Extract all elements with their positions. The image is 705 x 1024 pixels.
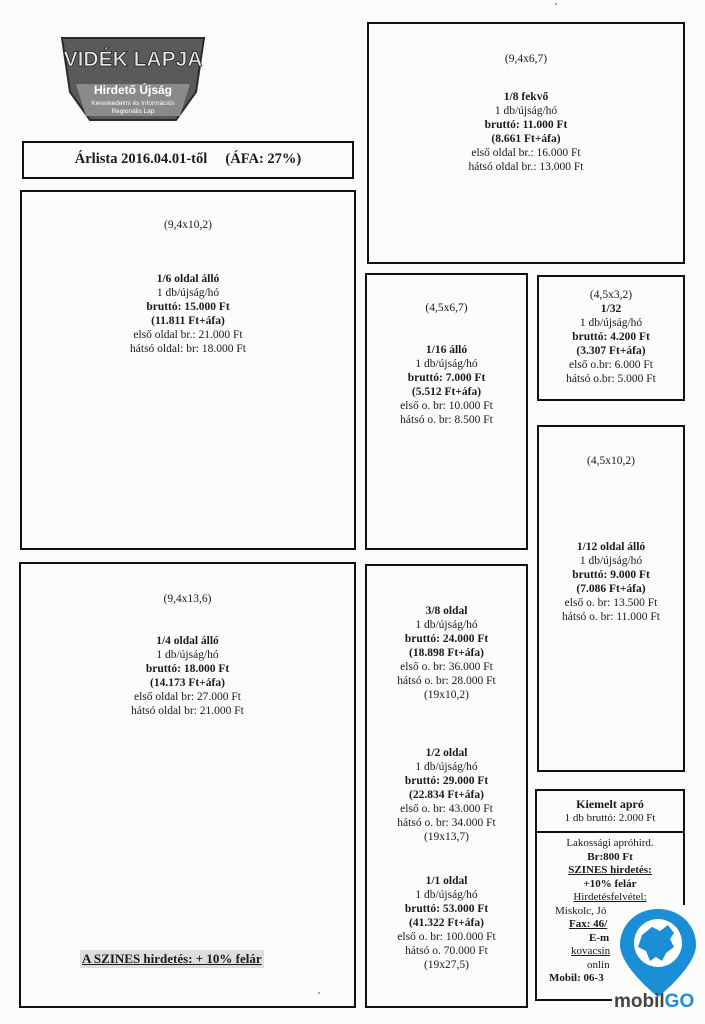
logo-line2: Regionális Lap: [111, 108, 155, 115]
classifieds-resid1: Lakossági apróhird.: [566, 837, 654, 849]
ad-back: hátsó o. br: 11.000 Ft: [562, 611, 660, 623]
classifieds-email-value: kovacsin: [571, 945, 611, 957]
ad-freq: 1 db/újság/hó: [415, 889, 478, 901]
classifieds-online: onlin: [587, 958, 610, 971]
ad-dims: (19x13,7): [423, 831, 470, 843]
ad-net: (18.898 Ft+áfa): [409, 647, 484, 659]
ad-back: hátsó oldal: br: 18.000 Ft: [130, 343, 246, 355]
ad-gross: bruttó: 24.000 Ft: [404, 633, 489, 645]
ad-back: hátsó o. br: 28.000 Ft: [397, 675, 496, 687]
ad-back: hátsó o.br: 5.000 Ft: [566, 373, 656, 385]
ad-front: első o. br: 36.000 Ft: [400, 661, 493, 673]
ad-gross: bruttó: 7.000 Ft: [407, 372, 486, 384]
ad-gross: bruttó: 18.000 Ft: [145, 663, 230, 675]
ad-gross: bruttó: 11.000 Ft: [484, 119, 568, 131]
ad-gross: bruttó: 4.200 Ft: [572, 331, 650, 343]
ad-front: első oldal br.: 21.000 Ft: [133, 329, 243, 341]
ad-dims: (4,5x6,7): [425, 302, 468, 314]
ad-dims: (19x10,2): [423, 689, 470, 701]
ad-front: első o. br: 13.500 Ft: [564, 597, 658, 609]
ad-title: 1/6 oldal álló: [156, 273, 220, 285]
ad-freq: 1 db/újság/hó: [156, 287, 220, 299]
scan-speck: [318, 992, 320, 994]
classifieds-color-val: +10% felár: [583, 877, 637, 890]
ad-dims: (9,4x13,6): [163, 593, 212, 605]
ad-freq: 1 db/újság/hó: [579, 555, 643, 567]
ad-box-thirtysecond: [537, 275, 685, 401]
logo-subtitle: Hirdető Újság: [93, 83, 173, 97]
ad-title: 1/32: [600, 303, 622, 315]
ad-back: hátsó oldal br: 21.000 Ft: [131, 705, 244, 717]
ad-gross: bruttó: 15.000 Ft: [146, 301, 230, 313]
mobilgo-watermark: mobilGO: [612, 905, 704, 1017]
ad-freq: 1 db/újság/hó: [579, 317, 643, 329]
ad-box-sixteenth: [365, 273, 528, 550]
pricelist-title: Árlista 2016.04.01-től: [74, 151, 208, 167]
classifieds-color-title: SZINES hirdetés:: [568, 864, 652, 876]
ad-title: 1/8 fekvő: [503, 91, 549, 103]
classifieds-fax: Fax: 46/: [569, 918, 608, 930]
ad-freq: 1 db/újság/hó: [494, 105, 558, 117]
ad-title: 1/16 álló: [425, 344, 468, 356]
ad-front: első o. br: 43.000 Ft: [400, 803, 493, 815]
ad-back: hátsó oldal br.: 13.000 Ft: [468, 161, 584, 173]
classifieds-title: Kiemelt apró: [576, 797, 644, 811]
classifieds-mobile: Mobil: 06-3: [549, 972, 604, 984]
pricelist-header: [22, 141, 354, 179]
ad-freq: 1 db/újság/hó: [415, 358, 478, 370]
newspaper-logo: [58, 32, 208, 124]
ad-dims: (9,4x10,2): [164, 219, 212, 231]
ad-title: 1/1 oldal: [425, 875, 468, 887]
ad-gross: bruttó: 9.000 Ft: [572, 569, 650, 581]
ad-back: hátsó o. br: 8.500 Ft: [400, 414, 493, 426]
ad-freq: 1 db/újság/hó: [156, 649, 219, 661]
pricelist-vat: (ÁFA: 27%): [225, 151, 302, 167]
ad-gross: bruttó: 53.000 Ft: [404, 903, 489, 915]
classifieds-intake: Hirdetésfelvétel:: [573, 891, 647, 903]
ad-gross: bruttó: 29.000 Ft: [404, 775, 489, 787]
ad-box-twelfth: [537, 425, 685, 772]
ad-title: 1/4 oldal álló: [156, 635, 219, 647]
ad-dims: (19x27,5): [423, 959, 470, 971]
scan-speck: [555, 3, 557, 5]
ad-group-half: [367, 746, 526, 844]
ad-dims: (9,4x6,7): [504, 53, 548, 65]
ad-box-eighth: [367, 22, 685, 264]
color-surcharge-note: A SZINES hirdetés: + 10% felár: [82, 951, 262, 966]
ad-net: (11.811 Ft+áfa): [151, 315, 225, 327]
ad-net: (5.512 Ft+áfa): [411, 386, 482, 398]
ad-net: (41.322 Ft+áfa): [409, 917, 484, 929]
ad-freq: 1 db/újság/hó: [415, 619, 478, 631]
ad-dims: (4,5x3,2): [589, 289, 633, 301]
ad-box-large-formats: [365, 564, 528, 1008]
ad-title: 1/12 oldal álló: [576, 541, 646, 553]
classifieds-city: Miskolc, Jó: [555, 904, 607, 917]
divider: [537, 831, 683, 833]
logo-line1: Kereskedelmi és Információs: [91, 100, 175, 107]
ad-back: hátsó o. 70.000 Ft: [405, 945, 488, 957]
ad-net: (8.661 Ft+áfa): [491, 133, 561, 145]
ad-title: 1/2 oldal: [425, 747, 468, 759]
ad-front: első o. br: 100.000 Ft: [397, 931, 496, 943]
ad-group-three-eighths: [367, 604, 526, 702]
ad-front: első oldal br.: 16.000 Ft: [471, 147, 581, 159]
ad-title: 3/8 oldal: [425, 605, 468, 617]
ad-net: (14.173 Ft+áfa): [150, 677, 225, 689]
logo-title: VIDÉK LAPJA: [63, 48, 203, 71]
ad-net: (22.834 Ft+áfa): [409, 789, 484, 801]
ad-group-full: [367, 874, 526, 972]
ad-box-sixth: [20, 190, 356, 550]
ad-net: (7.086 Ft+áfa): [576, 583, 646, 595]
ad-dims: (4,5x10,2): [587, 455, 635, 467]
ad-front: első o.br: 6.000 Ft: [568, 359, 653, 371]
ad-front: első oldal br: 27.000 Ft: [133, 691, 241, 703]
ad-box-quarter: [19, 562, 356, 1008]
ad-freq: 1 db/újság/hó: [415, 761, 478, 773]
ad-front: első o. br: 10.000 Ft: [400, 400, 493, 412]
classifieds-email: E-m: [589, 931, 610, 944]
ad-net: (3.307 Ft+áfa): [576, 345, 646, 357]
classifieds-resid2: Br:800 Ft: [587, 850, 633, 863]
classifieds-price: 1 db bruttó: 2.000 Ft: [564, 811, 656, 824]
ad-back: hátsó o. br: 34.000 Ft: [397, 817, 496, 829]
